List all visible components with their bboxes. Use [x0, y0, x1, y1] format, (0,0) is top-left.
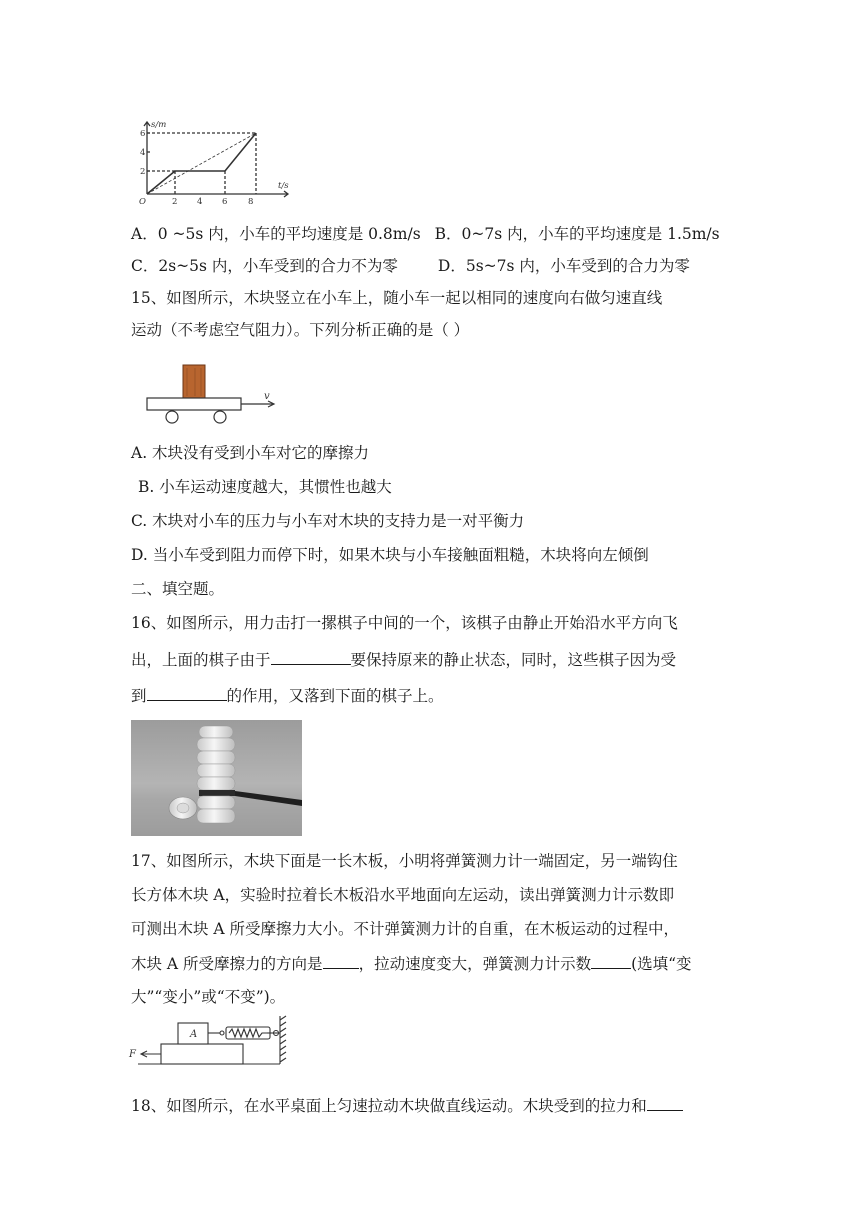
force-label: F [129, 1049, 136, 1060]
q15-option-b: B. 小车运动速度越大，其惯性也越大 [138, 478, 392, 496]
q17-line1: 17、如图所示，木块下面是一长木板，小明将弹簧测力计一端固定，另一端钩住 [131, 852, 678, 870]
velocity-label: v [264, 391, 270, 402]
q15-stem-line2: 运动（不考虑空气阻力）。下列分析正确的是（ ） [131, 321, 470, 339]
q15-option-c: C. 木块对小车的压力与小车对木块的支持力是一对平衡力 [131, 512, 525, 530]
q17-line2: 长方体木块 A，实验时拉着长木板沿水平地面向左运动，读出弹簧测力计示数即 [131, 886, 675, 904]
y-tick: 2 [140, 167, 146, 177]
q15-stem-line1: 15、如图所示，木块竖立在小车上，随小车一起以相同的速度向右做匀速直线 [131, 289, 663, 307]
block-a-label: A [190, 1029, 198, 1040]
origin-label: O [139, 197, 146, 207]
answer-blank[interactable] [147, 684, 227, 701]
cart-wheel [214, 411, 226, 423]
x-tick: 2 [172, 197, 178, 207]
q15-option-d: D. 当小车受到阻力而停下时，如果木块与小车接触面粗糙，木块将向左倾倒 [131, 546, 649, 564]
x-tick: 6 [222, 197, 228, 207]
chess-stack [197, 726, 235, 823]
q16-line2 [131, 648, 676, 671]
wood-block [183, 365, 205, 398]
q17-line4-text-c: (选填“变 [631, 955, 692, 973]
q17-line4 [131, 952, 692, 975]
q14-option-d: D．5s~7s 内，小车受到的合力为零 [437, 257, 690, 275]
long-board [161, 1044, 243, 1064]
y-axis-label: s/m [151, 120, 167, 130]
q17-line4-text-b: ，拉动速度变大，弹簧测力计示数 [358, 955, 592, 973]
section-title: 二、填空题。 [131, 580, 225, 598]
q17-line4-text-a: 木块 A 所受摩擦力的方向是 [131, 955, 323, 973]
spring-scale-friction-figure [128, 1014, 290, 1070]
y-tick: 4 [140, 148, 146, 158]
y-tick: 6 [140, 129, 146, 139]
q14-options-row2 [131, 255, 690, 277]
cart-body [147, 398, 241, 410]
q18-line1 [131, 1094, 683, 1117]
q14-options-row1 [131, 223, 720, 245]
x-axis-label: t/s [278, 181, 289, 191]
q14-option-b: B．0~7s 内，小车的平均速度是 1.5m/s [434, 225, 720, 243]
stacked-chess-pieces-photo [131, 720, 302, 836]
cart-wheel [166, 411, 178, 423]
q14-option-a: A．0 ~5s 内，小车的平均速度是 0.8m/s [131, 225, 421, 243]
cart-with-block-figure [143, 360, 283, 426]
q16-line2-text-b: 要保持原来的静止状态，同时，这些棋子因为受 [350, 651, 677, 669]
answer-blank[interactable] [271, 648, 351, 665]
q16-line1: 16、如图所示，用力击打一摞棋子中间的一个，该棋子由静止开始沿水平方向飞 [131, 614, 678, 632]
answer-blank[interactable] [323, 952, 359, 969]
distance-time-graph [138, 118, 298, 208]
q15-option-a: A. 木块没有受到小车对它的摩擦力 [131, 444, 370, 462]
q16-line3 [131, 684, 444, 707]
q17-line3: 可测出木块 A 所受摩擦力大小。不计弹簧测力计的自重，在木板运动的过程中， [131, 920, 680, 938]
answer-blank[interactable] [647, 1094, 683, 1111]
q16-line2-text-a: 出，上面的棋子由于 [131, 651, 271, 669]
q17-line5: 大”“变小”或“不变”)。 [131, 988, 286, 1006]
x-tick: 8 [248, 197, 254, 207]
q16-line3-text-a: 到 [131, 687, 147, 705]
x-tick: 4 [197, 197, 203, 207]
answer-blank[interactable] [591, 952, 631, 969]
q18-line1-text: 18、如图所示，在水平桌面上匀速拉动木块做直线运动。木块受到的拉力和 [131, 1097, 647, 1115]
q16-line3-text-b: 的作用，又落到下面的棋子上。 [226, 687, 444, 705]
q14-option-c: C．2s~5s 内，小车受到的合力不为零 [131, 257, 398, 275]
